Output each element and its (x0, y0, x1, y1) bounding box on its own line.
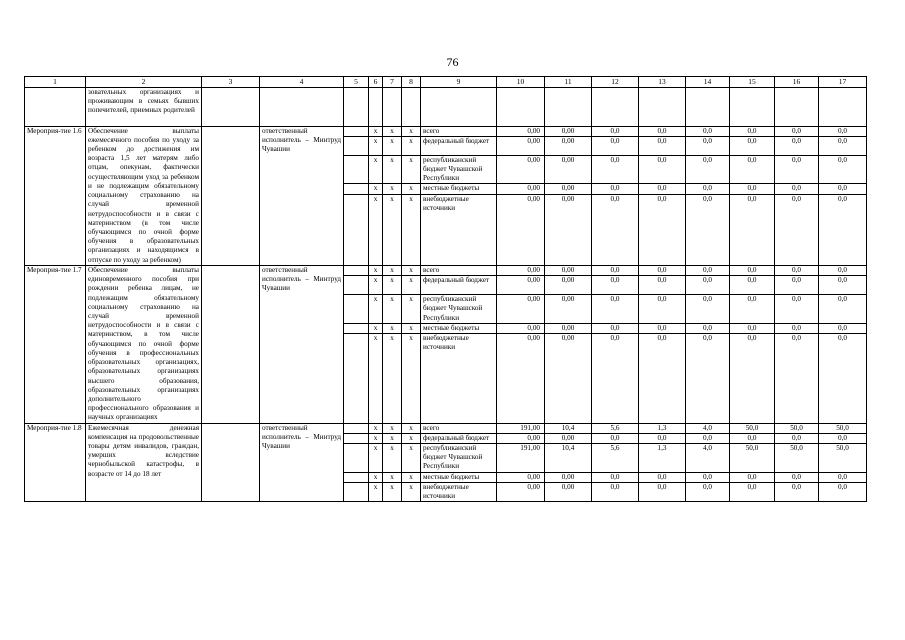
measure-description: Ежемесячная денежная компенсация на продовольственные товары детям инвалидов, граждан, умерших вследствие чернобыльской катастрофы, в возрасте от 14 до 18 лет (86, 423, 202, 502)
amount-cell: 0,0 (819, 482, 867, 501)
column-number: 13 (639, 77, 686, 88)
empty-cell (730, 87, 775, 126)
amount-cell: 0,00 (545, 482, 592, 501)
amount-cell: 0,00 (545, 194, 592, 265)
amount-cell: 0,00 (497, 136, 545, 155)
empty-cell (344, 295, 369, 324)
empty-cell (592, 87, 639, 126)
x-mark: x (383, 333, 402, 423)
empty-cell (344, 87, 369, 126)
empty-cell (775, 87, 819, 126)
amount-cell: 0,0 (639, 333, 686, 423)
amount-cell: 10,4 (545, 423, 592, 433)
amount-cell: 0,0 (819, 333, 867, 423)
column-number: 7 (383, 77, 402, 88)
column-number: 10 (497, 77, 545, 88)
empty-cell (421, 87, 497, 126)
amount-cell: 0,0 (819, 265, 867, 275)
funding-source: республиканский бюджет Чувашской Республики (421, 295, 497, 324)
amount-cell: 0,0 (686, 333, 730, 423)
amount-cell: 0,00 (545, 433, 592, 443)
amount-cell: 0,0 (819, 295, 867, 324)
amount-cell: 0,0 (592, 333, 639, 423)
amount-cell: 0,0 (592, 184, 639, 194)
measure-executor: ответственный исполнитель – Минтруд Чувашии (260, 265, 344, 423)
amount-cell: 0,0 (730, 155, 775, 184)
x-mark: x (402, 126, 421, 136)
continuation-row (25, 87, 867, 126)
x-mark: x (369, 444, 383, 473)
x-mark: x (383, 184, 402, 194)
empty-cell (344, 472, 369, 482)
x-mark: x (383, 155, 402, 184)
amount-cell: 4,0 (686, 423, 730, 433)
x-mark: x (369, 265, 383, 275)
amount-cell: 0,0 (592, 323, 639, 333)
funding-source: всего (421, 423, 497, 433)
empty-cell (639, 87, 686, 126)
funding-source: федеральный бюджет (421, 136, 497, 155)
amount-cell: 0,0 (775, 433, 819, 443)
amount-cell: 0,0 (592, 194, 639, 265)
x-mark: x (402, 472, 421, 482)
empty-cell (344, 276, 369, 295)
x-mark: x (402, 136, 421, 155)
page-number: 76 (446, 55, 459, 69)
x-mark: x (383, 265, 402, 275)
amount-cell: 0,0 (686, 482, 730, 501)
x-mark: x (369, 433, 383, 443)
amount-cell: 0,0 (592, 433, 639, 443)
empty-cell (819, 87, 867, 126)
amount-cell: 0,00 (497, 433, 545, 443)
x-mark: x (369, 323, 383, 333)
amount-cell: 5,6 (592, 444, 639, 473)
amount-cell: 191,00 (497, 444, 545, 473)
amount-cell: 0,00 (497, 323, 545, 333)
amount-cell: 0,00 (545, 295, 592, 324)
x-mark: x (369, 184, 383, 194)
x-mark: x (383, 423, 402, 433)
amount-cell: 0,00 (545, 323, 592, 333)
amount-cell: 0,00 (545, 265, 592, 275)
empty-cell (369, 87, 383, 126)
amount-cell: 0,0 (730, 136, 775, 155)
empty-cell (344, 265, 369, 275)
amount-cell: 50,0 (819, 423, 867, 433)
amount-cell: 0,0 (639, 323, 686, 333)
column-number: 2 (86, 77, 202, 88)
amount-cell: 50,0 (819, 444, 867, 473)
amount-cell: 0,00 (497, 472, 545, 482)
empty-cell (202, 126, 260, 265)
amount-cell: 10,4 (545, 444, 592, 473)
empty-cell (202, 423, 260, 502)
measure-id: Мероприя-тие 1.6 (25, 126, 86, 265)
amount-cell: 0,0 (639, 265, 686, 275)
amount-cell: 0,00 (497, 126, 545, 136)
amount-cell: 0,0 (775, 295, 819, 324)
amount-cell: 0,0 (639, 184, 686, 194)
amount-cell: 0,0 (775, 333, 819, 423)
amount-cell: 0,0 (686, 276, 730, 295)
amount-cell: 0,0 (775, 276, 819, 295)
empty-cell (497, 87, 545, 126)
measure-description: Обеспечение выплаты единовременного пособия при рождении ребенка лицам, не подлежащим обязательному социальному страхованию на случай временной нетрудоспособности и в связи с материнством, в том числе обучающимся по очной форме обучения в профессиональных образовательных организациях, образовательных организациях высшего образования, образовательных организациях дополнительного профессионального образования и научных организациях (86, 265, 202, 423)
amount-cell: 0,0 (775, 194, 819, 265)
column-number-row (25, 77, 867, 88)
empty-cell (344, 444, 369, 473)
funding-source: внебюджетные источники (421, 333, 497, 423)
amount-cell: 0,0 (819, 136, 867, 155)
amount-cell: 0,00 (497, 295, 545, 324)
amount-cell: 0,0 (730, 472, 775, 482)
measure-id: Мероприя-тие 1.7 (25, 265, 86, 423)
empty-cell (344, 423, 369, 433)
x-mark: x (369, 482, 383, 501)
funding-source: местные бюджеты (421, 323, 497, 333)
x-mark: x (402, 194, 421, 265)
amount-cell: 0,0 (686, 155, 730, 184)
x-mark: x (402, 184, 421, 194)
amount-cell: 0,0 (730, 276, 775, 295)
amount-cell: 0,0 (730, 323, 775, 333)
column-number: 4 (260, 77, 344, 88)
empty-cell (202, 265, 260, 423)
amount-cell: 0,0 (730, 126, 775, 136)
amount-cell: 0,00 (497, 184, 545, 194)
amount-cell: 0,0 (819, 155, 867, 184)
amount-cell: 0,0 (592, 136, 639, 155)
amount-cell: 0,0 (819, 126, 867, 136)
amount-cell: 1,3 (639, 423, 686, 433)
amount-cell: 0,0 (639, 472, 686, 482)
amount-cell: 0,00 (497, 276, 545, 295)
amount-cell: 0,0 (730, 482, 775, 501)
amount-cell: 0,0 (775, 472, 819, 482)
amount-cell: 0,00 (545, 472, 592, 482)
amount-cell: 0,0 (819, 184, 867, 194)
amount-cell: 0,0 (592, 276, 639, 295)
amount-cell: 0,00 (545, 333, 592, 423)
x-mark: x (402, 323, 421, 333)
amount-cell: 0,0 (639, 136, 686, 155)
column-number: 1 (25, 77, 86, 88)
column-number: 17 (819, 77, 867, 88)
amount-cell: 0,0 (686, 323, 730, 333)
financing-row (25, 423, 867, 433)
amount-cell: 0,0 (592, 126, 639, 136)
funding-source: внебюджетные источники (421, 482, 497, 501)
amount-cell: 0,0 (730, 194, 775, 265)
amount-cell: 0,00 (497, 194, 545, 265)
amount-cell: 0,00 (497, 333, 545, 423)
funding-source: внебюджетные источники (421, 194, 497, 265)
column-number: 14 (686, 77, 730, 88)
amount-cell: 50,0 (775, 444, 819, 473)
funding-source: федеральный бюджет (421, 433, 497, 443)
empty-cell (344, 323, 369, 333)
empty-cell (383, 87, 402, 126)
measure-description: зовательных организациях и проживающим в семьях бывших попечителей, приемных родителей (86, 87, 202, 126)
amount-cell: 0,0 (686, 194, 730, 265)
amount-cell: 0,0 (686, 136, 730, 155)
column-number: 3 (202, 77, 260, 88)
amount-cell: 0,0 (819, 323, 867, 333)
financing-row (25, 126, 867, 136)
amount-cell: 5,6 (592, 423, 639, 433)
x-mark: x (402, 155, 421, 184)
amount-cell: 0,0 (730, 265, 775, 275)
amount-cell: 0,0 (592, 295, 639, 324)
amount-cell: 0,0 (639, 276, 686, 295)
amount-cell: 0,0 (775, 323, 819, 333)
empty-cell (344, 333, 369, 423)
funding-source: республиканский бюджет Чувашской Республики (421, 155, 497, 184)
amount-cell: 0,0 (730, 433, 775, 443)
amount-cell: 0,0 (775, 184, 819, 194)
amount-cell: 0,0 (730, 184, 775, 194)
measure-executor: ответственный исполнитель – Минтруд Чувашии (260, 126, 344, 265)
x-mark: x (383, 433, 402, 443)
empty-cell (686, 87, 730, 126)
column-number: 9 (421, 77, 497, 88)
x-mark: x (402, 482, 421, 501)
x-mark: x (402, 444, 421, 473)
x-mark: x (383, 472, 402, 482)
empty-cell (545, 87, 592, 126)
amount-cell: 0,0 (639, 126, 686, 136)
measure-id: Мероприя-тие 1.8 (25, 423, 86, 502)
x-mark: x (402, 433, 421, 443)
x-mark: x (383, 295, 402, 324)
x-mark: x (383, 194, 402, 265)
amount-cell: 0,00 (545, 184, 592, 194)
funding-source: местные бюджеты (421, 472, 497, 482)
amount-cell: 0,0 (819, 194, 867, 265)
amount-cell: 0,0 (639, 295, 686, 324)
measure-id (25, 87, 86, 126)
x-mark: x (383, 136, 402, 155)
amount-cell: 50,0 (730, 444, 775, 473)
x-mark: x (402, 276, 421, 295)
empty-cell (344, 433, 369, 443)
amount-cell: 191,00 (497, 423, 545, 433)
amount-cell: 0,00 (545, 136, 592, 155)
funding-source: всего (421, 126, 497, 136)
x-mark: x (369, 194, 383, 265)
x-mark: x (383, 482, 402, 501)
empty-cell (344, 155, 369, 184)
x-mark: x (369, 423, 383, 433)
amount-cell: 0,00 (545, 155, 592, 184)
x-mark: x (402, 333, 421, 423)
amount-cell: 0,0 (775, 265, 819, 275)
x-mark: x (402, 295, 421, 324)
x-mark: x (402, 423, 421, 433)
x-mark: x (402, 265, 421, 275)
empty-cell (344, 194, 369, 265)
column-number: 15 (730, 77, 775, 88)
amount-cell: 0,0 (592, 472, 639, 482)
amount-cell: 0,00 (497, 482, 545, 501)
amount-cell: 0,0 (639, 194, 686, 265)
empty-cell (344, 126, 369, 136)
amount-cell: 0,00 (545, 126, 592, 136)
x-mark: x (369, 276, 383, 295)
x-mark: x (383, 276, 402, 295)
column-number: 5 (344, 77, 369, 88)
empty-cell (344, 184, 369, 194)
amount-cell: 0,0 (592, 482, 639, 501)
amount-cell: 0,0 (686, 433, 730, 443)
column-number: 16 (775, 77, 819, 88)
amount-cell: 0,0 (686, 126, 730, 136)
amount-cell: 0,0 (819, 276, 867, 295)
amount-cell: 0,0 (686, 184, 730, 194)
amount-cell: 0,0 (775, 155, 819, 184)
x-mark: x (369, 295, 383, 324)
amount-cell: 0,0 (730, 333, 775, 423)
empty-cell (202, 87, 260, 126)
amount-cell: 0,0 (775, 482, 819, 501)
amount-cell: 50,0 (775, 423, 819, 433)
amount-cell: 0,00 (497, 155, 545, 184)
financing-table (24, 76, 867, 502)
amount-cell: 0,00 (545, 276, 592, 295)
amount-cell: 0,0 (592, 155, 639, 184)
funding-source: всего (421, 265, 497, 275)
x-mark: x (369, 136, 383, 155)
amount-cell: 0,0 (639, 482, 686, 501)
measure-description: Обеспечение выплаты ежемесячного пособия по уходу за ребенком до достижения им возраста 1,5 лет матерям либо отцам, опекунам, фактически осуществляющим уход за ребенком и не подлежащим обязательному социальному страхованию на случай временной нетрудоспособности и в связи с материнством (в том числе обучающимся по очной форме обучения в образовательных организациях и находящимся в отпуске по уходу за ребенком) (86, 126, 202, 265)
column-number: 6 (369, 77, 383, 88)
amount-cell: 0,0 (775, 126, 819, 136)
x-mark: x (383, 444, 402, 473)
column-number: 12 (592, 77, 639, 88)
amount-cell: 0,0 (639, 155, 686, 184)
column-number: 11 (545, 77, 592, 88)
amount-cell: 0,0 (775, 136, 819, 155)
amount-cell: 1,3 (639, 444, 686, 473)
measure-executor: ответственный исполнитель – Минтруд Чувашии (260, 423, 344, 502)
amount-cell: 0,0 (686, 265, 730, 275)
x-mark: x (383, 126, 402, 136)
amount-cell: 0,0 (819, 472, 867, 482)
empty-cell (344, 136, 369, 155)
funding-source: республиканский бюджет Чувашской Республики (421, 444, 497, 473)
column-number: 8 (402, 77, 421, 88)
x-mark: x (369, 155, 383, 184)
amount-cell: 0,0 (819, 433, 867, 443)
x-mark: x (369, 126, 383, 136)
amount-cell: 0,0 (639, 433, 686, 443)
amount-cell: 0,00 (497, 265, 545, 275)
x-mark: x (369, 472, 383, 482)
funding-source: местные бюджеты (421, 184, 497, 194)
amount-cell: 0,0 (730, 295, 775, 324)
x-mark: x (383, 323, 402, 333)
x-mark: x (369, 333, 383, 423)
empty-cell (344, 482, 369, 501)
amount-cell: 0,0 (686, 472, 730, 482)
empty-cell (402, 87, 421, 126)
amount-cell: 4,0 (686, 444, 730, 473)
funding-source: федеральный бюджет (421, 276, 497, 295)
financing-row (25, 265, 867, 275)
amount-cell: 0,0 (592, 265, 639, 275)
amount-cell: 0,0 (686, 295, 730, 324)
empty-cell (260, 87, 344, 126)
amount-cell: 50,0 (730, 423, 775, 433)
